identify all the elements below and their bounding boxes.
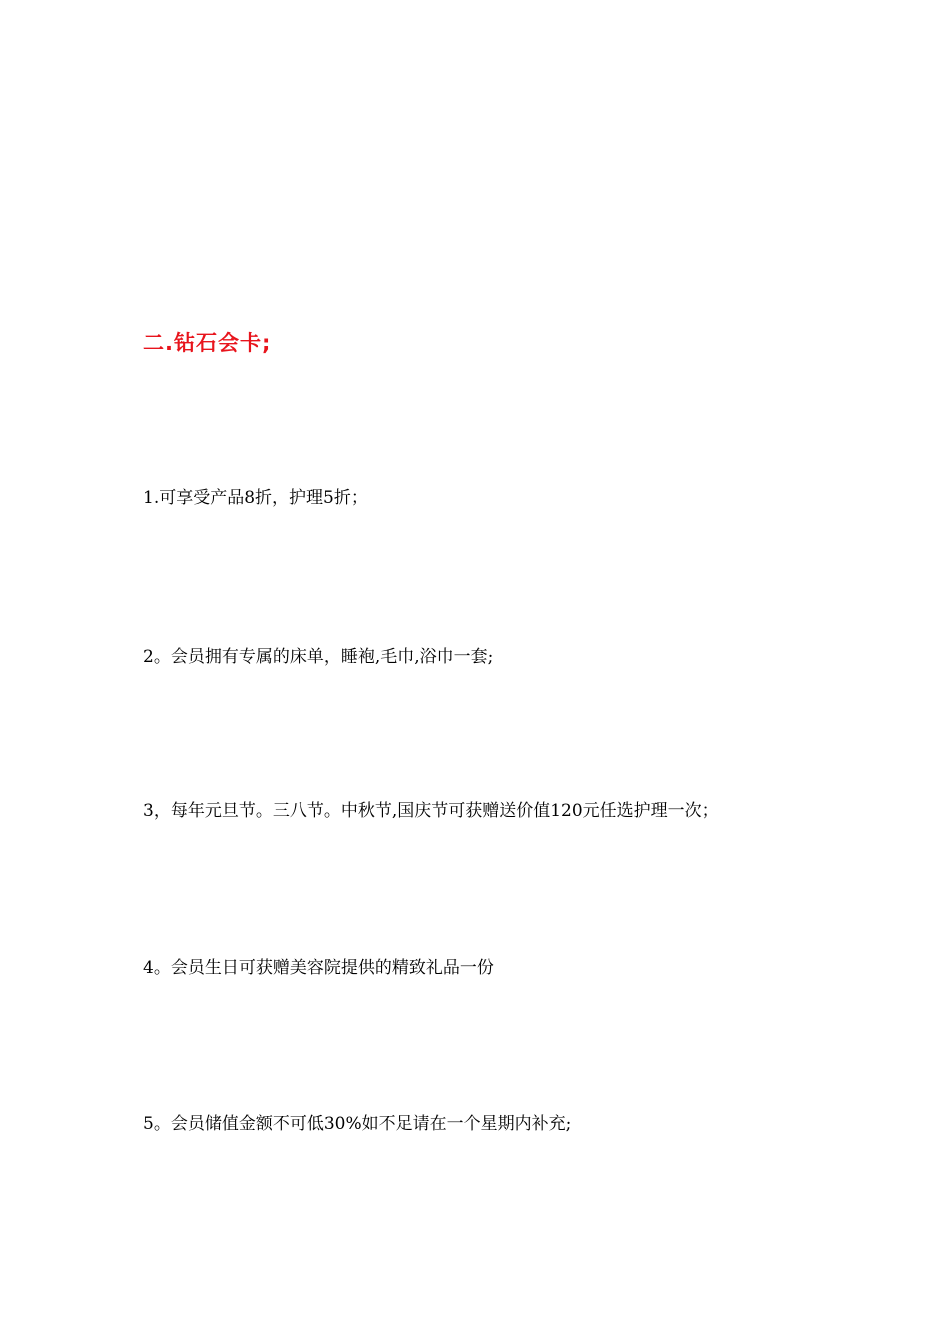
- benefit-item-3: 3，每年元旦节。三八节。中秋节,国庆节可获赠送价值120元任选护理一次；: [143, 801, 719, 821]
- benefit-item-1: 1.可享受产品8折，护理5折；: [143, 488, 368, 508]
- benefit-item-2: 2。会员拥有专属的床单，睡袍,毛巾,浴巾一套;: [143, 647, 494, 667]
- benefit-item-4: 4。会员生日可获赠美容院提供的精致礼品一份: [143, 958, 494, 978]
- benefit-item-5: 5。会员储值金额不可低30%如不足请在一个星期内补充;: [143, 1114, 572, 1134]
- section-heading: 二.钻石会卡;: [143, 331, 272, 355]
